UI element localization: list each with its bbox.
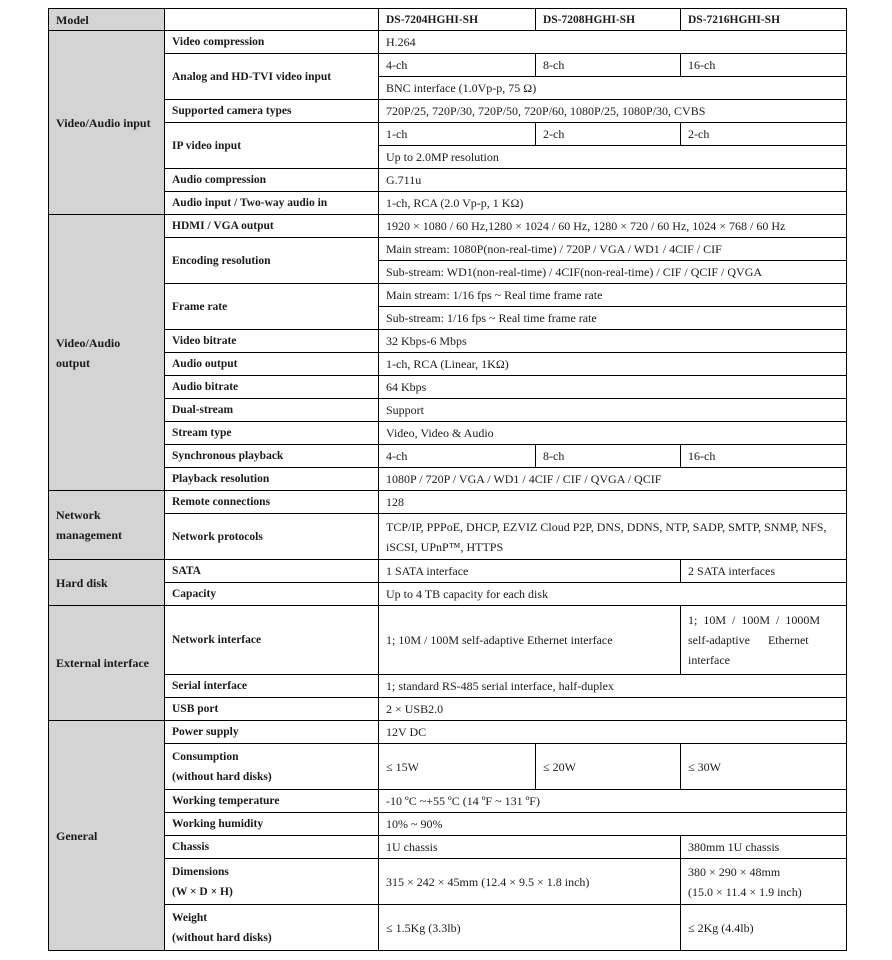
- feature-label: Serial interface: [165, 675, 379, 698]
- table-row: [49, 859, 847, 905]
- feature-value: 8-ch: [536, 54, 681, 77]
- feature-value: 315 × 242 × 45mm (12.4 × 9.5 × 1.8 inch): [379, 859, 681, 905]
- table-row: [49, 836, 847, 859]
- model-header-label: Model: [49, 9, 165, 31]
- table-row: [49, 192, 847, 215]
- feature-value: BNC interface (1.0Vp-p, 75 Ω): [379, 77, 847, 100]
- section-title-line: output: [56, 355, 91, 370]
- table-row: [49, 560, 847, 583]
- feature-value: 1920 × 1080 / 60 Hz,1280 × 1024 / 60 Hz, 1280 × 720 / 60 Hz, 1024 × 768 / 60 Hz: [379, 215, 847, 238]
- feature-value: 10% ~ 90%: [379, 813, 847, 836]
- spec-table: [48, 8, 847, 951]
- feature-value: Sub-stream: 1/16 fps ~ Real time frame rate: [379, 307, 847, 330]
- feature-value: 1-ch: [379, 123, 536, 146]
- table-row: [49, 284, 847, 307]
- feature-value: 1-ch, RCA (Linear, 1KΩ): [379, 353, 847, 376]
- feature-value: Main stream: 1080P(non-real-time) / 720P / VGA / WD1 / 4CIF / CIF: [379, 238, 847, 261]
- feature-value: ≤ 20W: [536, 744, 681, 790]
- feature-value: 1 SATA interface: [379, 560, 681, 583]
- section-video-audio-input: Video/Audio input: [49, 31, 165, 215]
- feature-label: Supported camera types: [165, 100, 379, 123]
- feature-value: Support: [379, 399, 847, 422]
- section-network-management: [49, 491, 165, 560]
- section-title-line: Network: [56, 508, 101, 522]
- feature-label: Stream type: [165, 422, 379, 445]
- table-row: [49, 583, 847, 606]
- model-header-blank: [165, 9, 379, 31]
- feature-label: Network protocols: [165, 514, 379, 560]
- network-interface-line: interface: [688, 653, 730, 667]
- table-row: [49, 675, 847, 698]
- table-row: [49, 445, 847, 468]
- feature-label-line: Dimensions: [172, 865, 229, 878]
- feature-label: Audio input / Two-way audio in: [165, 192, 379, 215]
- section-video-audio-output: [49, 215, 165, 491]
- feature-value: 1U chassis: [379, 836, 681, 859]
- feature-value: Main stream: 1/16 fps ~ Real time frame rate: [379, 284, 847, 307]
- feature-value: [681, 859, 847, 905]
- feature-value: 1080P / 720P / VGA / WD1 / 4CIF / CIF / QVGA / QCIF: [379, 468, 847, 491]
- feature-value: H.264: [379, 31, 847, 54]
- feature-label: IP video input: [165, 123, 379, 169]
- feature-label: Video bitrate: [165, 330, 379, 353]
- feature-value: ≤ 1.5Kg (3.3lb): [379, 905, 681, 951]
- protocols-line: TCP/IP, PPPoE, DHCP, EZVIZ Cloud P2P, DNS, DDNS, NTP, SADP, SMTP, SNMP, NFS,: [386, 519, 827, 534]
- feature-label: Frame rate: [165, 284, 379, 330]
- table-row: [49, 491, 847, 514]
- table-row: [49, 606, 847, 675]
- table-row: [49, 330, 847, 353]
- feature-value: G.711u: [379, 169, 847, 192]
- model-ds-7216: DS-7216HGHI-SH: [681, 9, 847, 31]
- feature-value: 1; 10M / 100M self-adaptive Ethernet interface: [379, 606, 681, 675]
- feature-label-line: Consumption: [172, 750, 239, 763]
- feature-value: [681, 606, 847, 675]
- feature-value: ≤ 30W: [681, 744, 847, 790]
- network-interface-line: self-adaptive Ethernet: [688, 633, 809, 647]
- feature-value: 720P/25, 720P/30, 720P/50, 720P/60, 1080P/25, 1080P/30, CVBS: [379, 100, 847, 123]
- model-ds-7208: DS-7208HGHI-SH: [536, 9, 681, 31]
- table-row: [49, 514, 847, 560]
- section-general: General: [49, 721, 165, 951]
- table-row: [49, 744, 847, 790]
- table-row: [49, 399, 847, 422]
- feature-value: -10 ºC ~+55 ºC (14 ºF ~ 131 ºF): [379, 790, 847, 813]
- table-row: [49, 123, 847, 146]
- feature-label: SATA: [165, 560, 379, 583]
- feature-label: Encoding resolution: [165, 238, 379, 284]
- feature-label: Dual-stream: [165, 399, 379, 422]
- feature-label: [165, 859, 379, 905]
- dimensions-line: (15.0 × 11.4 × 1.9 inch): [688, 884, 802, 899]
- feature-label: Analog and HD-TVI video input: [165, 54, 379, 100]
- feature-value: 12V DC: [379, 721, 847, 744]
- feature-value: 2-ch: [681, 123, 847, 146]
- network-interface-line: 1; 10M / 100M / 1000M: [688, 613, 821, 627]
- table-row: [49, 468, 847, 491]
- table-row: [49, 238, 847, 261]
- feature-value: ≤ 15W: [379, 744, 536, 790]
- feature-value: 1; standard RS-485 serial interface, half-duplex: [379, 675, 847, 698]
- table-row: [49, 905, 847, 951]
- table-row: [49, 790, 847, 813]
- feature-label-line: (W × D × H): [172, 885, 233, 898]
- protocols-line: iSCSI, UPnP™, HTTPS: [386, 539, 504, 554]
- feature-label: Video compression: [165, 31, 379, 54]
- table-row: [49, 215, 847, 238]
- feature-label: USB port: [165, 698, 379, 721]
- feature-label: Chassis: [165, 836, 379, 859]
- feature-label-line: (without hard disks): [172, 931, 272, 944]
- dimensions-line: 380 × 290 × 48mm: [688, 864, 781, 879]
- table-row: [49, 100, 847, 123]
- feature-label: Audio output: [165, 353, 379, 376]
- section-title-line: management: [56, 528, 122, 542]
- model-ds-7204: DS-7204HGHI-SH: [379, 9, 536, 31]
- feature-value: 4-ch: [379, 54, 536, 77]
- feature-label: Synchronous playback: [165, 445, 379, 468]
- table-row: [49, 813, 847, 836]
- feature-label: Playback resolution: [165, 468, 379, 491]
- feature-label: Working humidity: [165, 813, 379, 836]
- feature-value: Up to 4 TB capacity for each disk: [379, 583, 847, 606]
- feature-label: Capacity: [165, 583, 379, 606]
- feature-value: 1-ch, RCA (2.0 Vp-p, 1 KΩ): [379, 192, 847, 215]
- feature-value: 8-ch: [536, 445, 681, 468]
- feature-value: 32 Kbps-6 Mbps: [379, 330, 847, 353]
- feature-label: Network interface: [165, 606, 379, 675]
- feature-value: Video, Video & Audio: [379, 422, 847, 445]
- feature-label: Power supply: [165, 721, 379, 744]
- table-row: [49, 721, 847, 744]
- feature-value: 4-ch: [379, 445, 536, 468]
- feature-label: Audio bitrate: [165, 376, 379, 399]
- feature-label: [165, 905, 379, 951]
- feature-value: 128: [379, 491, 847, 514]
- feature-label-line: (without hard disks): [172, 770, 272, 783]
- feature-value: 380mm 1U chassis: [681, 836, 847, 859]
- feature-value: Sub-stream: WD1(non-real-time) / 4CIF(non-real-time) / CIF / QCIF / QVGA: [379, 261, 847, 284]
- table-row: [49, 698, 847, 721]
- section-external-interface: External interface: [49, 606, 165, 721]
- table-row: [49, 31, 847, 54]
- section-hard-disk: Hard disk: [49, 560, 165, 606]
- feature-value: 2 × USB2.0: [379, 698, 847, 721]
- feature-value: [379, 514, 847, 560]
- feature-label: [165, 744, 379, 790]
- feature-label: Working temperature: [165, 790, 379, 813]
- table-row: [49, 422, 847, 445]
- section-title-line: Video/Audio: [56, 335, 121, 350]
- feature-label: HDMI / VGA output: [165, 215, 379, 238]
- feature-value: 2 SATA interfaces: [681, 560, 847, 583]
- feature-value: 64 Kbps: [379, 376, 847, 399]
- table-row: [49, 353, 847, 376]
- feature-value: 16-ch: [681, 445, 847, 468]
- table-row: [49, 169, 847, 192]
- table-row: [49, 376, 847, 399]
- feature-label: Audio compression: [165, 169, 379, 192]
- header-row: [49, 9, 847, 31]
- feature-label-line: Weight: [172, 911, 208, 924]
- feature-value: ≤ 2Kg (4.4lb): [681, 905, 847, 951]
- table-row: [49, 54, 847, 77]
- feature-value: Up to 2.0MP resolution: [379, 146, 847, 169]
- feature-value: 16-ch: [681, 54, 847, 77]
- feature-label: Remote connections: [165, 491, 379, 514]
- feature-value: 2-ch: [536, 123, 681, 146]
